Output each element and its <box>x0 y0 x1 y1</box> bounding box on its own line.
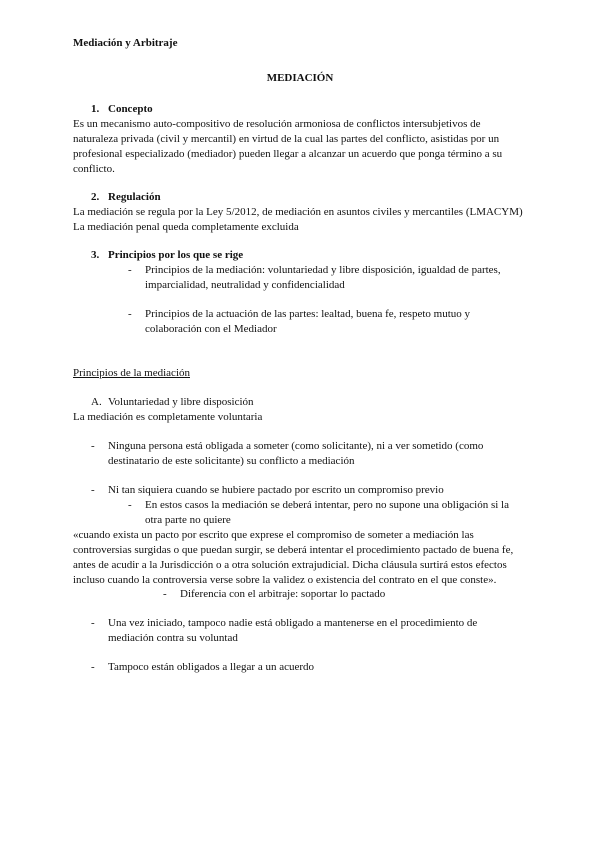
item-a-letter: A. <box>91 396 102 408</box>
regulation-line: La mediación se regula por la Ley 5/2012, de mediación en asuntos civiles y mercantiles (LMACYM) <box>73 206 523 218</box>
regulation-line: La mediación penal queda completamente excluida <box>73 221 299 233</box>
difference-note: Diferencia con el arbitraje: soportar lo pactado <box>180 588 386 600</box>
legal-quote-line: controversias surgidas o que puedan surgir, se deberá intentar el procedimiento pactado de buena fe, <box>73 544 514 556</box>
bullet-dash: - <box>91 440 95 452</box>
bullet-dash: - <box>128 264 132 276</box>
concept-line: Es un mecanismo auto-compositivo de resolución armoniosa de conflictos intersubjetivos de <box>73 118 481 130</box>
sub-bullet-line: otra parte no quiere <box>145 514 231 526</box>
section-2-title: Regulación <box>108 191 161 203</box>
bullet-line: Ni tan siquiera cuando se hubiere pactado por escrito un compromiso previo <box>108 484 444 496</box>
principle-line: Principios de la actuación de las partes: lealtad, buena fe, respeto mutuo y <box>145 308 470 320</box>
sub-bullet-dash: - <box>163 588 167 600</box>
subsection-title: Principios de la mediación <box>73 367 190 379</box>
principle-line: Principios de la mediación: voluntariedad y libre disposición, igualdad de partes, <box>145 264 501 276</box>
bullet-line: Ninguna persona está obligada a someter (como solicitante), ni a ver sometido (como <box>108 440 484 452</box>
section-3-number: 3. <box>91 249 100 261</box>
legal-quote-line: antes de acudir a la Jurisdicción o a otra solución extrajudicial. Dicha cláusula surtirá estos efectos <box>73 559 507 571</box>
concept-line: conflicto. <box>73 163 115 175</box>
bullet-line: mediación contra su voluntad <box>108 632 238 644</box>
main-heading: MEDIACIÓN <box>266 72 334 84</box>
sub-bullet-line: En estos casos la mediación se deberá intentar, pero no supone una obligación si la <box>145 499 509 511</box>
item-a-title: Voluntariedad y libre disposición <box>108 396 254 408</box>
principle-line: imparcialidad, neutralidad y confidencialidad <box>145 279 345 291</box>
section-1-number: 1. <box>91 103 100 115</box>
bullet-line: destinatario de este solicitante) su conflicto a mediación <box>108 455 355 467</box>
bullet-dash: - <box>128 308 132 320</box>
concept-line: profesional especializado (mediador) pueden llegar a alcanzar un acuerdo que ponga término a su <box>73 148 503 160</box>
section-2-number: 2. <box>91 191 100 203</box>
bullet-dash: - <box>91 484 95 496</box>
section-1-title: Concepto <box>108 103 153 115</box>
concept-line: naturaleza privada (civil y mercantil) en virtud de la cual las partes del conflicto, asistidas por un <box>73 133 500 145</box>
section-3-title: Principios por los que se rige <box>108 249 244 261</box>
bullet-dash: - <box>91 661 95 673</box>
legal-quote-line: incluso cuando la controversia verse sobre la validez o existencia del contrato en el que conste». <box>73 574 497 586</box>
legal-quote-line: «cuando exista un pacto por escrito que exprese el compromiso de someter a mediación las <box>73 529 474 541</box>
bullet-line: Una vez iniciado, tampoco nadie está obligado a mantenerse en el procedimiento de <box>108 617 478 629</box>
principle-line: colaboración con el Mediador <box>145 323 277 335</box>
document-title: Mediación y Arbitraje <box>73 37 178 49</box>
sub-bullet-dash: - <box>128 499 132 511</box>
bullet-dash: - <box>91 617 95 629</box>
bullet-line: Tampoco están obligados a llegar a un acuerdo <box>108 661 315 673</box>
voluntary-intro: La mediación es completamente voluntaria <box>73 411 263 423</box>
